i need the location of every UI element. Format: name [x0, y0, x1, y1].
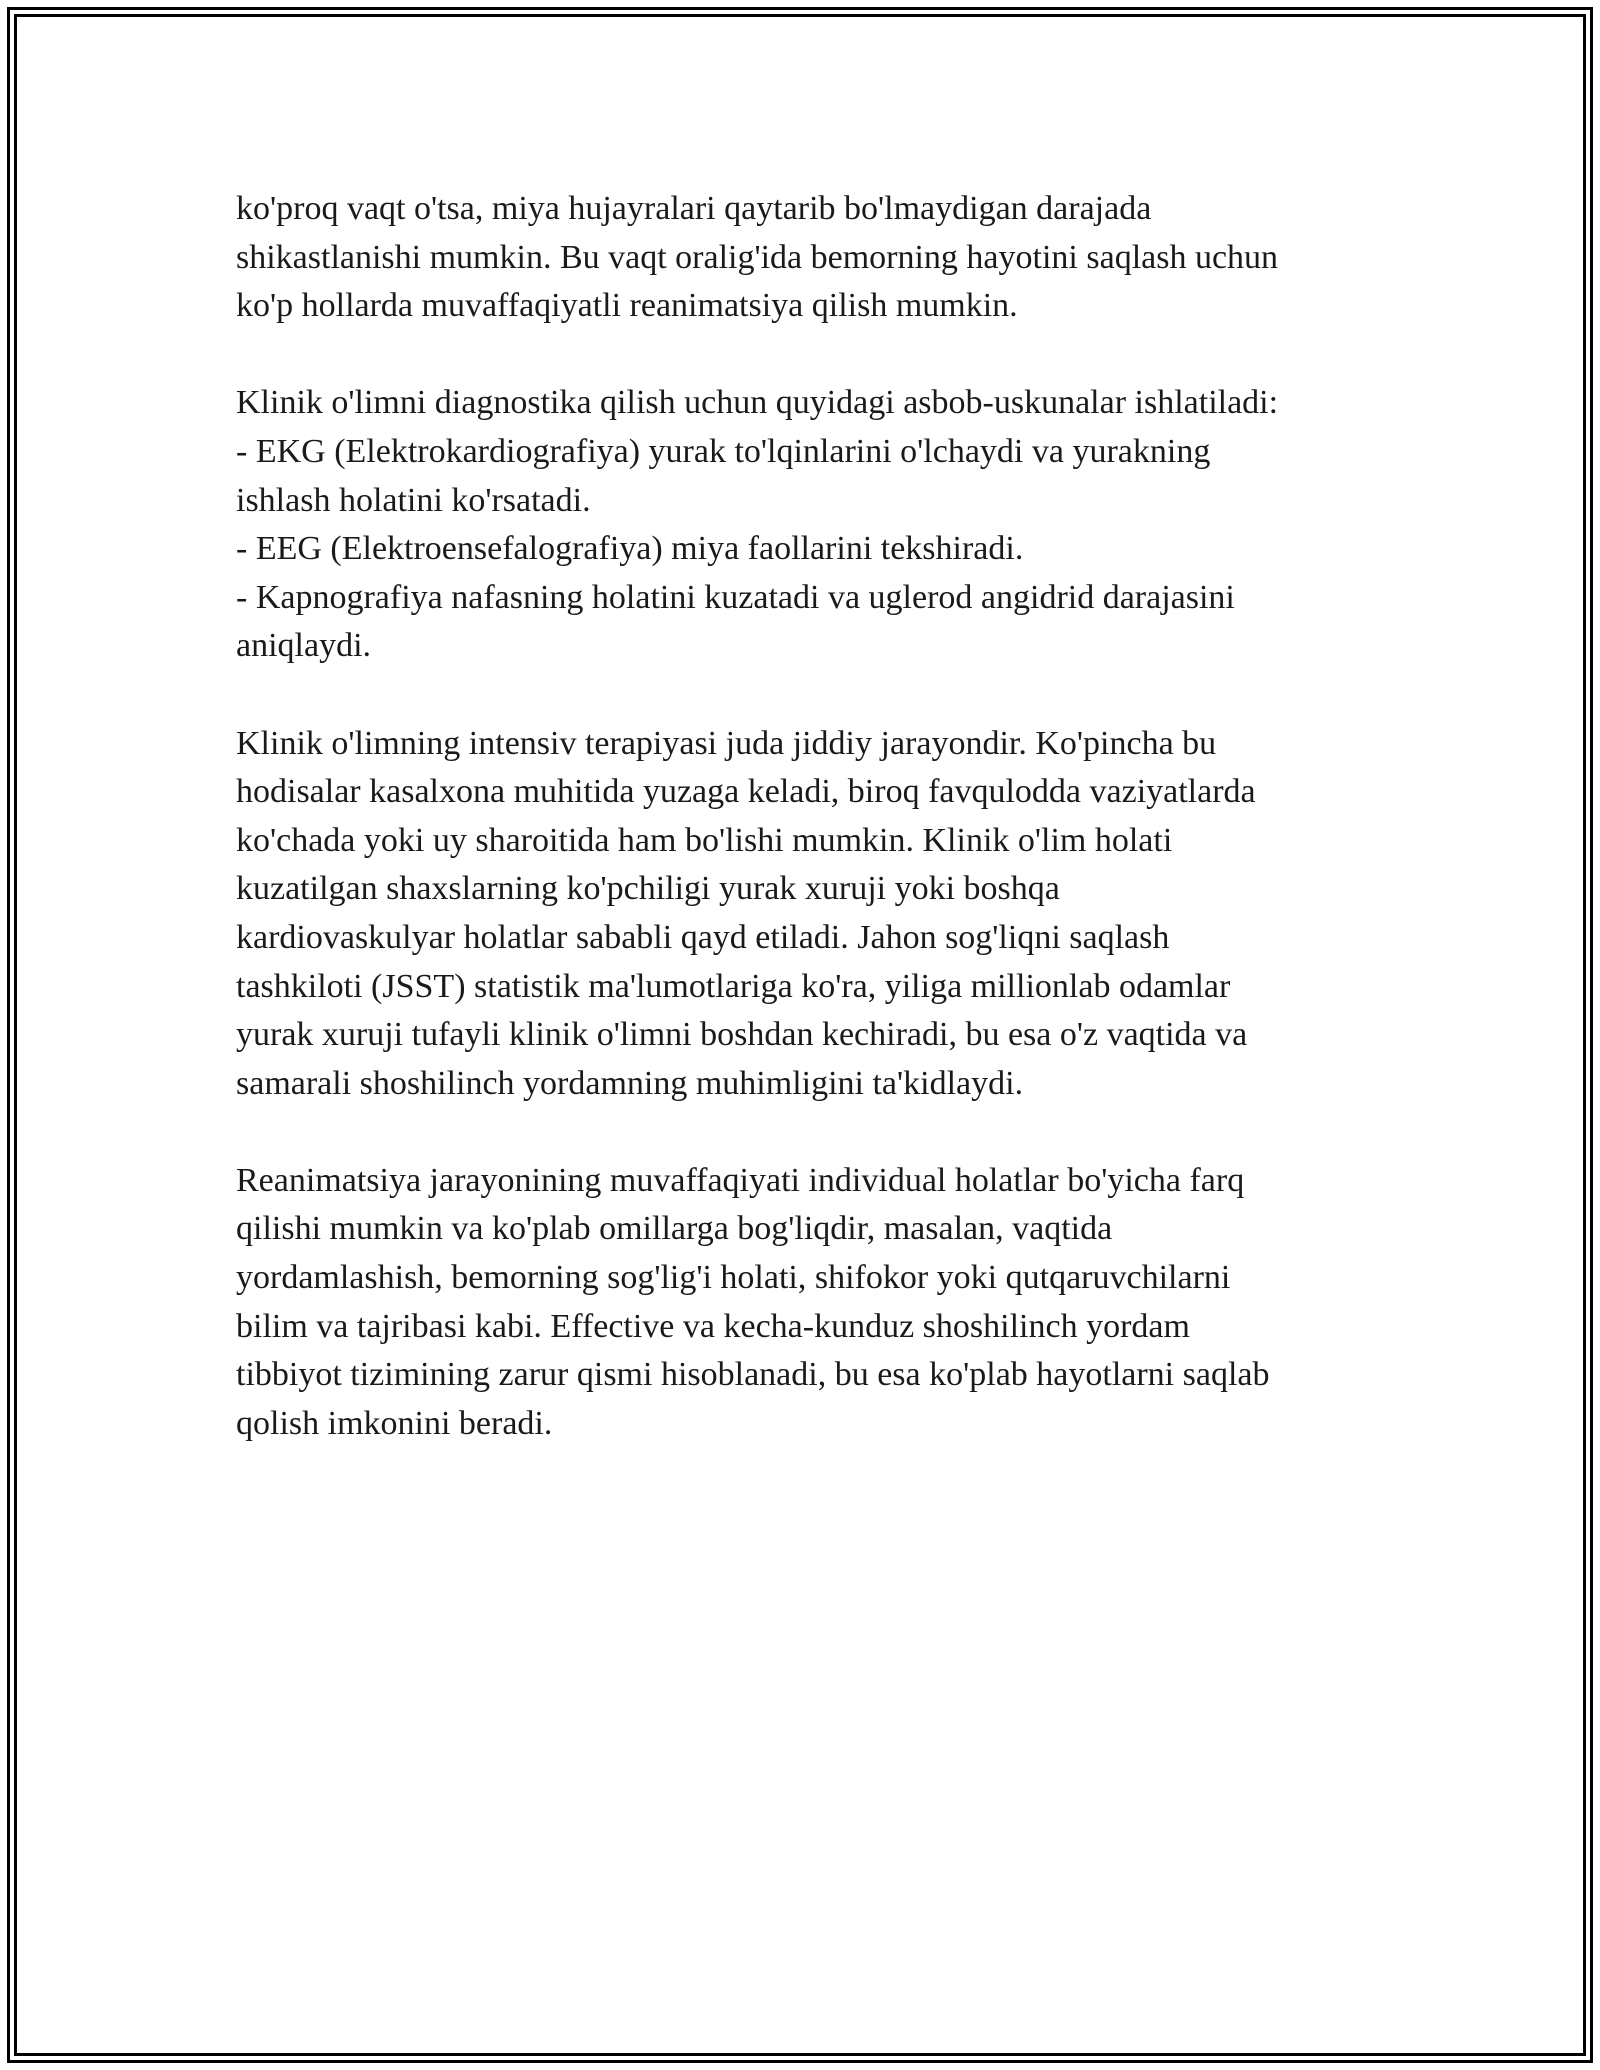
list-item-capnography: - Kapnografiya nafasning holatini kuzatadi va uglerod angidrid darajasini [236, 578, 1235, 616]
text-line: ko'p hollarda muvaffaqiyatli reanimatsiya qilish mumkin. [236, 287, 1018, 325]
text-line: tibbiyot tizimining zarur qismi hisoblanadi, bu esa ko'plab hayotlarni saqlab [236, 1356, 1270, 1394]
text-line: kuzatilgan shaxslarning ko'pchiligi yurak xuruji yoki boshqa [236, 870, 1060, 908]
paragraph-diagnostic-equipment [236, 379, 1396, 671]
paragraph-resuscitation-success [236, 1157, 1396, 1449]
text-line: ishlash holatini ko'rsatadi. [236, 481, 591, 519]
text-line: yurak xuruji tufayli klinik o'limni boshdan kechiradi, bu esa o'z vaqtida va [236, 1016, 1248, 1054]
text-line: yordamlashish, bemorning sog'lig'i holati, shifokor yoki qutqaruvchilarni [236, 1259, 1231, 1297]
document-body [236, 185, 1396, 1497]
text-line: qolish imkonini beradi. [236, 1404, 553, 1442]
text-line: tashkiloti (JSST) statistik ma'lumotlariga ko'ra, yiliga millionlab odamlar [236, 967, 1231, 1005]
text-line: Klinik o'limni diagnostika qilish uchun quyidagi asbob-uskunalar ishlatiladi: [236, 384, 1279, 422]
text-line: hodisalar kasalxona muhitida yuzaga keladi, biroq favqulodda vaziyatlarda [236, 773, 1256, 811]
text-line: qilishi mumkin va ko'plab omillarga bog'liqdir, masalan, vaqtida [236, 1210, 1113, 1248]
text-line: ko'chada yoki uy sharoitida ham bo'lishi mumkin. Klinik o'lim holati [236, 821, 1173, 859]
text-line: ko'proq vaqt o'tsa, miya hujayralari qaytarib bo'lmaydigan darajada [236, 190, 1152, 227]
paragraph-brain-damage [236, 185, 1396, 331]
text-line: samarali shoshilinch yordamning muhimligini ta'kidlaydi. [236, 1064, 1024, 1102]
text-line: kardiovaskulyar holatlar sababli qayd etiladi. Jahon sog'liqni saqlash [236, 918, 1170, 956]
text-line: aniqlaydi. [236, 627, 372, 665]
text-line: shikastlanishi mumkin. Bu vaqt oralig'ida bemorning hayotini saqlash uchun [236, 238, 1279, 276]
list-item-eeg: - EEG (Elektroensefalografiya) miya faollarini tekshiradi. [236, 530, 1024, 568]
text-line: Reanimatsiya jarayonining muvaffaqiyati individual holatlar bo'yicha farq [236, 1161, 1245, 1199]
text-line: bilim va tajribasi kabi. Effective va kecha-kunduz shoshilinch yordam [236, 1307, 1190, 1345]
paragraph-intensive-therapy [236, 720, 1396, 1109]
text-line: Klinik o'limning intensiv terapiyasi juda jiddiy jarayondir. Ko'pincha bu [236, 724, 1217, 762]
list-item-ekg: - EKG (Elektrokardiografiya) yurak to'lqinlarini o'lchaydi va yurakning [236, 432, 1211, 470]
